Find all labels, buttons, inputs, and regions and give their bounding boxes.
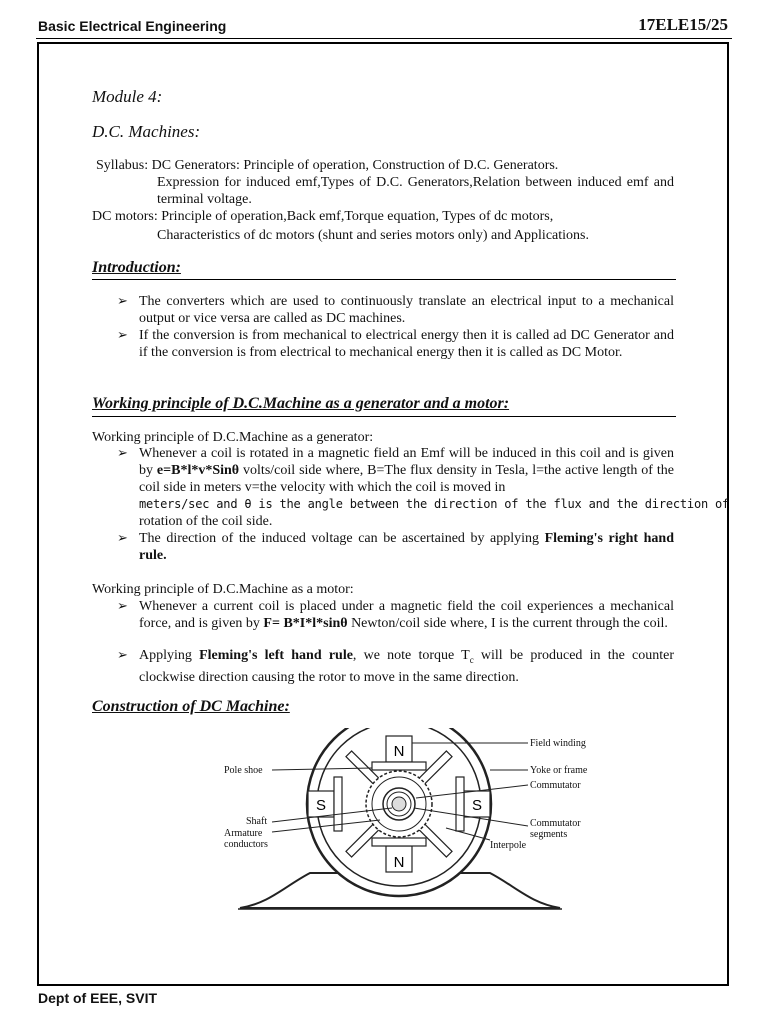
module-title: D.C. Machines: (92, 122, 201, 141)
bullet-arrow-icon: ➢ (117, 445, 128, 460)
label-interpole: Interpole (490, 840, 527, 851)
torque-subscript: c (469, 654, 474, 665)
force-formula: F= B*I*l*sinθ (263, 616, 348, 631)
bullet-arrow-icon: ➢ (117, 293, 128, 308)
working-heading: Working principle of D.C.Machine as a generator and a motor: (92, 395, 510, 412)
label-field-winding: Field winding (530, 738, 586, 749)
label-commutator-segments: Commutator segments (530, 818, 581, 840)
header-rule (36, 38, 732, 39)
syllabus-line-2-cont: Characteristics of dc motors (shunt and series motors only) and Applications. (157, 228, 589, 243)
mot-bullet-2-text-b: , we note torque T (352, 648, 470, 663)
label-yoke: Yoke or frame (530, 765, 588, 776)
header-course-title: Basic Electrical Engineering (38, 18, 227, 34)
pole-label-s-left: S (315, 797, 327, 814)
syllabus-line-1-cont: Expression for induced emf,Types of D.C. Generators,Relation between induced emf and terminal voltage. (157, 175, 674, 207)
pole-label-n-bottom: N (393, 854, 405, 871)
mot-bullet-2-text: Applying (139, 648, 200, 663)
bullet-arrow-icon: ➢ (117, 530, 128, 545)
motor-bullet-1 (139, 598, 674, 632)
shaft (392, 797, 406, 811)
intro-heading: Introduction: (92, 259, 181, 276)
flemings-right-hand-rule: Fleming's right hand rule. (139, 531, 674, 563)
generator-bullet-1 (139, 445, 674, 496)
working-rule (92, 416, 676, 417)
generator-bullet-1-mono: meters/sec and θ is the angle between the direction of the flux and the direction of (139, 497, 730, 511)
mot-bullet-2-text-c: will be produced in the counter clockwise direction causing the rotor to move in the same direction. (139, 648, 674, 685)
label-shaft: Shaft (246, 816, 268, 827)
construction-heading: Construction of DC Machine: (92, 698, 290, 715)
motor-bullet-2 (139, 647, 674, 686)
mot-bullet-1-text-b: Newton/coil side where, I is the current through the coil. (347, 616, 668, 631)
gen-bullet-1-text-b: volts/coil side where, B=The flux density in Tesla, l=the active length of the coil side in meters v=the velocity with which the coil is moved in (139, 463, 674, 495)
flemings-left-hand-rule: Fleming's left hand rule (199, 648, 353, 663)
gen-bullet-1-text: Whenever a coil is rotated in a magnetic field an Emf will be induced in this coil and is given by (139, 446, 674, 478)
intro-bullet-2: If the conversion is from mechanical to electrical energy then it is called ad DC Generator and if the conversion is from electrical to mechanical energy then it is called as DC Motor. (139, 328, 674, 360)
label-commutator: Commutator (530, 780, 581, 791)
syllabus-line-1: Syllabus: DC Generators: Principle of operation, Construction of D.C. Generators. (96, 158, 559, 173)
module-number: Module 4: (92, 87, 163, 106)
pole-label-s-right: S (471, 797, 483, 814)
generator-bullet-2 (139, 530, 674, 564)
header-course-code: 17ELE15/25 (638, 15, 728, 34)
bullet-arrow-icon: ➢ (117, 327, 128, 342)
pole-label-n-top: N (393, 743, 405, 760)
intro-bullet-1: The converters which are used to continuously translate an electrical input to a mechanical output or vice versa are called as DC machines. (139, 294, 674, 326)
label-armature: Armature conductors (224, 828, 268, 850)
emf-formula: e=B*l*v*Sinθ (156, 463, 240, 478)
motor-intro: Working principle of D.C.Machine as a motor: (92, 582, 354, 597)
label-pole-shoe: Pole shoe (224, 765, 263, 776)
syllabus-line-2: DC motors: Principle of operation,Back emf,Torque equation, Types of dc motors, (92, 209, 554, 224)
bullet-arrow-icon: ➢ (117, 598, 128, 613)
bullet-arrow-icon: ➢ (117, 647, 128, 662)
generator-intro: Working principle of D.C.Machine as a generator: (92, 430, 374, 445)
footer-dept: Dept of EEE, SVIT (38, 990, 158, 1006)
generator-bullet-1-end: rotation of the coil side. (139, 514, 273, 529)
mot-bullet-1-text: Whenever a current coil is placed under a magnetic field the coil experiences a mechanical force, and is given by (139, 599, 674, 631)
gen-bullet-2-text: The direction of the induced voltage can be ascertained by applying (139, 531, 545, 546)
intro-rule (92, 279, 676, 280)
